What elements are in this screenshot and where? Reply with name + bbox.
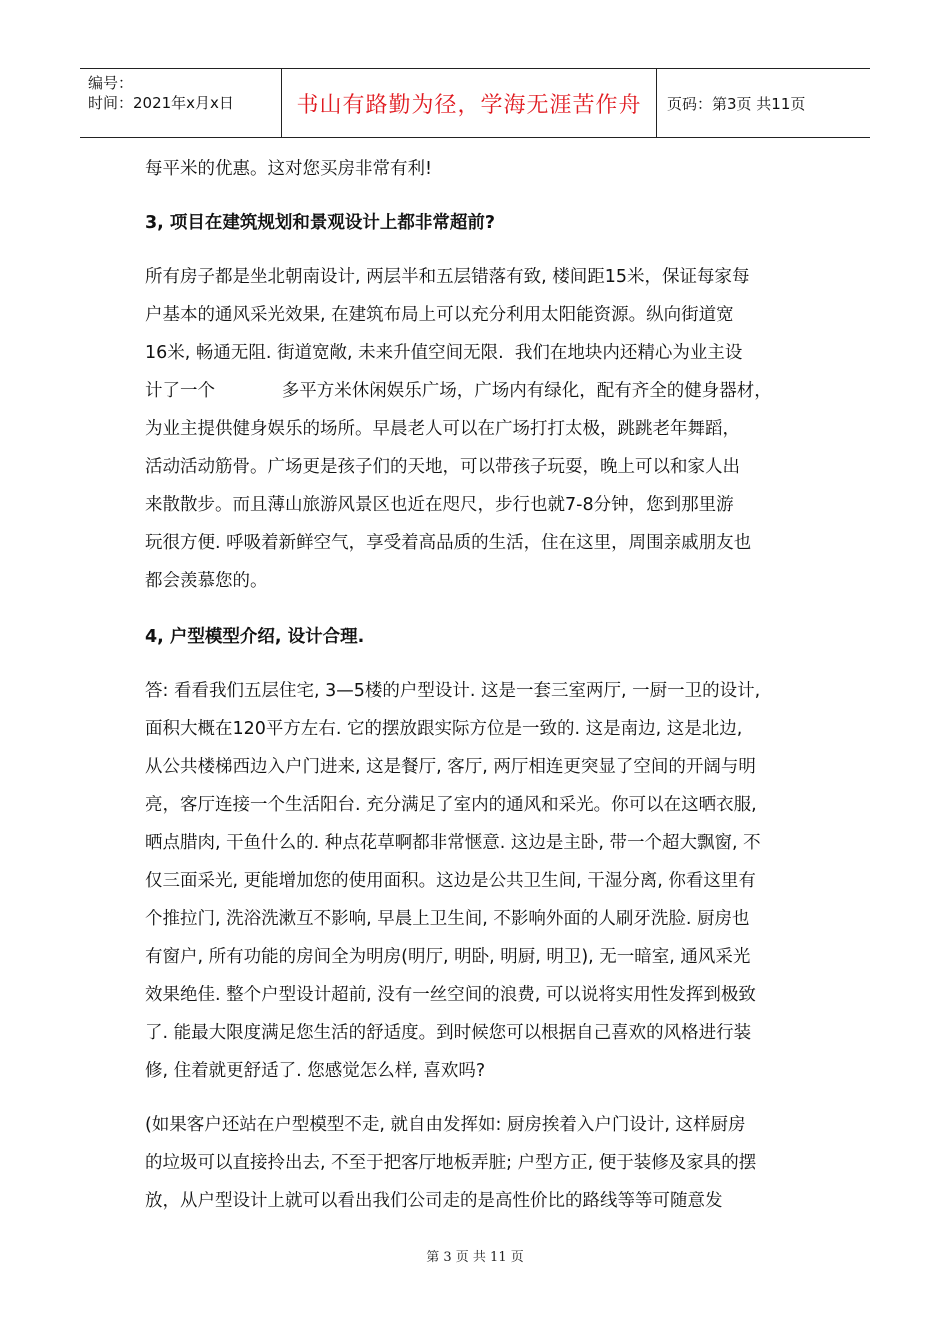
body-line: 面积大概在120平方左右. 它的摆放跟实际方位是一致的. 这是南边, 这是北边, (145, 719, 743, 739)
body-line: 的垃圾可以直接拎出去, 不至于把客厅地板弄脏; 户型方正, 便于装修及家具的摆 (145, 1153, 757, 1173)
body-line: 每平米的优惠。这对您买房非常有利! (145, 159, 433, 179)
body-line: 从公共楼梯西边入户门进来, 这是餐厅, 客厅, 两厅相连更突显了空间的开阔与明 (145, 757, 756, 777)
body-line: 16米, 畅通无阻. 街道宽敞, 未来升值空间无限. 我们在地块内还精心为业主设 (145, 343, 743, 363)
paragraph-3 (145, 258, 825, 600)
body-line: 计了一个 多平方米休闲娱乐广场，广场内有绿化，配有齐全的健身器材， (145, 381, 772, 401)
body-line: 晒点腊肉, 干鱼什么的. 种点花草啊都非常惬意. 这边是主卧, 带一个超大飘窗, 不 (145, 833, 761, 853)
paragraph-4 (145, 672, 825, 1090)
body-line: 户基本的通风采光效果, 在建筑布局上可以充分利用太阳能资源。纵向街道宽 (145, 305, 734, 325)
body-line: 活动活动筋骨。广场更是孩子们的天地，可以带孩子玩耍，晚上可以和家人出 (145, 457, 740, 477)
body-line: 所有房子都是坐北朝南设计, 两层半和五层错落有致, 楼间距15米，保证每家每 (145, 267, 750, 287)
body-line: 玩很方便. 呼吸着新鲜空气，享受着高品质的生活，住在这里，周围亲戚朋友也 (145, 533, 752, 553)
document-number-label: 编号： (88, 74, 134, 92)
body-line: 来散散步。而且薄山旅游风景区也近在咫尺，步行也就7-8分钟，您到那里游 (145, 495, 734, 515)
body-line: 放，从户型设计上就可以看出我们公司走的是高性价比的路线等等可随意发 (145, 1191, 723, 1211)
header-page-info: 页码：第3页 共11页 (667, 94, 806, 113)
header-motto: 书山有路勤为径，学海无涯苦作舟 (296, 92, 642, 118)
page-footer: 第 3 页 共 11 页 (426, 1250, 524, 1265)
body-line: 有窗户, 所有功能的房间全为明房(明厅, 明卧, 明厨, 明卫), 无一暗室, 通风采光 (145, 947, 751, 967)
body-line: 修, 住着就更舒适了. 您感觉怎么样, 喜欢吗? (145, 1061, 486, 1081)
body-line: 了. 能最大限度满足您生活的舒适度。到时候您可以根据自己喜欢的风格进行装 (145, 1023, 752, 1043)
body-line: 为业主提供健身娱乐的场所。早晨老人可以在广场打打太极，跳跳老年舞蹈， (145, 419, 740, 439)
body-line: 答: 看看我们五层住宅, 3—5楼的户型设计. 这是一套三室两厅, 一厨一卫的设计, (145, 681, 761, 701)
section-heading-3: 3, 项目在建筑规划和景观设计上都非常超前? (145, 213, 496, 233)
body-line: 仅三面采光, 更能增加您的使用面积。这边是公共卫生间, 干湿分离, 你看这里有 (145, 871, 756, 891)
header-meta (80, 69, 282, 137)
page-header (80, 68, 870, 138)
section-heading-4: 4, 户型模型介绍, 设计合理. (145, 627, 365, 647)
body-line: (如果客户还站在户型模型不走, 就自由发挥如: 厨房挨着入户门设计, 这样厨房 (145, 1115, 746, 1135)
document-date: 时间：2021年x月x日 (88, 94, 234, 112)
header-motto-cell (282, 69, 657, 137)
document-body (145, 150, 825, 1220)
paragraph-5 (145, 1106, 825, 1220)
body-line: 效果绝佳. 整个户型设计超前, 没有一丝空间的浪费, 可以说将实用性发挥到极致 (145, 985, 756, 1005)
body-line: 个推拉门, 洗浴洗漱互不影响, 早晨上卫生间, 不影响外面的人刷牙洗脸. 厨房也 (145, 909, 750, 929)
body-line: 亮，客厅连接一个生活阳台. 充分满足了室内的通风和采光。你可以在这晒衣服, (145, 795, 757, 815)
body-line: 都会羡慕您的。 (145, 571, 268, 591)
